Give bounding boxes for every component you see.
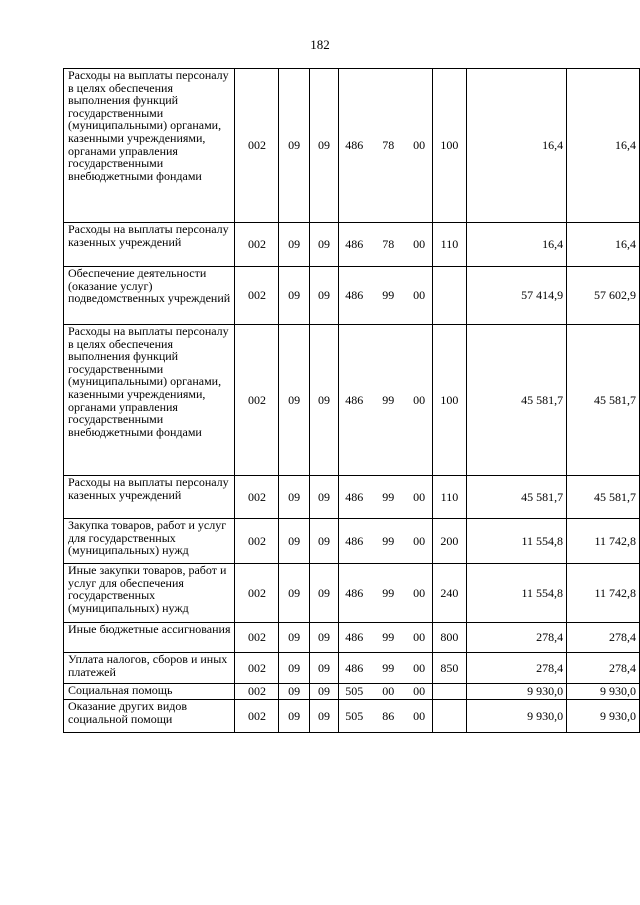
expense-type-code: 100 — [433, 325, 467, 476]
subprogram-code: 78 — [382, 138, 395, 153]
row-name: Расходы на выплаты персоналу в целях обеспечения выполнения функций государственными (муниципальными) органами, казенными учреждениями, органами управления государственными внебюджетными фондами — [64, 325, 235, 476]
section-code: 09 — [279, 700, 309, 733]
subsection-code: 09 — [309, 69, 338, 223]
amount-year-2: 278,4 — [567, 653, 640, 684]
admin-code: 002 — [235, 564, 279, 623]
amount-year-1: 278,4 — [466, 653, 566, 684]
section-code: 09 — [279, 684, 309, 700]
row-name: Иные бюджетные ассигнования — [64, 623, 235, 653]
admin-code: 002 — [235, 325, 279, 476]
amount-year-1: 45 581,7 — [466, 325, 566, 476]
table-row — [64, 267, 640, 325]
subprogram-code: 00 — [382, 684, 395, 699]
section-code: 09 — [279, 69, 309, 223]
item-code: 00 — [413, 288, 426, 303]
amount-year-2: 11 742,8 — [567, 564, 640, 623]
section-code: 09 — [279, 623, 309, 653]
admin-code: 002 — [235, 69, 279, 223]
table-row — [64, 69, 640, 223]
expense-type-code — [433, 267, 467, 325]
program-code: 486 — [345, 138, 364, 153]
amount-year-1: 9 930,0 — [466, 684, 566, 700]
amount-year-1: 11 554,8 — [466, 564, 566, 623]
program-code: 486 — [345, 660, 364, 675]
target-article-cell — [339, 653, 433, 684]
amount-year-2: 45 581,7 — [567, 325, 640, 476]
item-code: 00 — [413, 392, 426, 407]
subsection-code: 09 — [309, 476, 338, 519]
section-code: 09 — [279, 476, 309, 519]
amount-year-1: 16,4 — [466, 223, 566, 267]
table-row — [64, 325, 640, 476]
row-name: Расходы на выплаты персоналу казенных учреждений — [64, 223, 235, 267]
program-code: 486 — [345, 237, 364, 252]
amount-year-2: 9 930,0 — [567, 684, 640, 700]
expense-type-code: 200 — [433, 519, 467, 564]
subsection-code: 09 — [309, 653, 338, 684]
item-code: 00 — [413, 138, 426, 153]
page-number: 182 — [310, 37, 330, 52]
admin-code: 002 — [235, 223, 279, 267]
subprogram-code: 99 — [382, 489, 395, 504]
table-row — [64, 623, 640, 653]
expense-type-code: 100 — [433, 69, 467, 223]
subprogram-code: 86 — [382, 708, 395, 723]
target-article-cell — [339, 325, 433, 476]
table-row — [64, 653, 640, 684]
subprogram-code: 99 — [382, 533, 395, 548]
expense-type-code: 800 — [433, 623, 467, 653]
amount-year-1: 16,4 — [466, 69, 566, 223]
admin-code: 002 — [235, 684, 279, 700]
row-name: Оказание других видов социальной помощи — [64, 700, 235, 733]
amount-year-2: 9 930,0 — [567, 700, 640, 733]
subprogram-code: 99 — [382, 585, 395, 600]
subsection-code: 09 — [309, 325, 338, 476]
item-code: 00 — [413, 489, 426, 504]
table-row — [64, 684, 640, 700]
amount-year-1: 45 581,7 — [466, 476, 566, 519]
subsection-code: 09 — [309, 564, 338, 623]
amount-year-2: 16,4 — [567, 223, 640, 267]
row-name: Расходы на выплаты персоналу в целях обеспечения выполнения функций государственными (муниципальными) органами, казенными учреждениями, органами управления государственными внебюджетными фондами — [64, 69, 235, 223]
item-code: 00 — [413, 630, 426, 645]
amount-year-2: 278,4 — [567, 623, 640, 653]
section-code: 09 — [279, 653, 309, 684]
row-name: Обеспечение деятельности (оказание услуг) подведомственных учреждений — [64, 267, 235, 325]
budget-table — [63, 68, 640, 733]
subprogram-code: 99 — [382, 392, 395, 407]
program-code: 505 — [345, 708, 364, 723]
table-row — [64, 223, 640, 267]
amount-year-1: 278,4 — [466, 623, 566, 653]
program-code: 486 — [345, 533, 364, 548]
admin-code: 002 — [235, 700, 279, 733]
item-code: 00 — [413, 684, 426, 699]
program-code: 486 — [345, 489, 364, 504]
subprogram-code: 78 — [382, 237, 395, 252]
target-article-cell — [339, 69, 433, 223]
expense-type-code — [433, 684, 467, 700]
item-code: 00 — [413, 533, 426, 548]
expense-type-code — [433, 700, 467, 733]
expense-type-code: 110 — [433, 223, 467, 267]
admin-code: 002 — [235, 267, 279, 325]
subsection-code: 09 — [309, 684, 338, 700]
target-article-cell — [339, 267, 433, 325]
target-article-cell — [339, 519, 433, 564]
target-article-cell — [339, 223, 433, 267]
program-code: 505 — [345, 684, 364, 699]
admin-code: 002 — [235, 623, 279, 653]
table-row — [64, 564, 640, 623]
table-row — [64, 700, 640, 733]
row-name: Уплата налогов, сборов и иных платежей — [64, 653, 235, 684]
amount-year-2: 57 602,9 — [567, 267, 640, 325]
subprogram-code: 99 — [382, 630, 395, 645]
section-code: 09 — [279, 223, 309, 267]
target-article-cell — [339, 564, 433, 623]
subprogram-code: 99 — [382, 660, 395, 675]
section-code: 09 — [279, 325, 309, 476]
program-code: 486 — [345, 392, 364, 407]
program-code: 486 — [345, 630, 364, 645]
row-name: Закупка товаров, работ и услуг для государственных (муниципальных) нужд — [64, 519, 235, 564]
expense-type-code: 850 — [433, 653, 467, 684]
subsection-code: 09 — [309, 223, 338, 267]
target-article-cell — [339, 623, 433, 653]
subsection-code: 09 — [309, 267, 338, 325]
table-row — [64, 519, 640, 564]
item-code: 00 — [413, 585, 426, 600]
admin-code: 002 — [235, 476, 279, 519]
admin-code: 002 — [235, 519, 279, 564]
row-name: Расходы на выплаты персоналу казенных учреждений — [64, 476, 235, 519]
item-code: 00 — [413, 237, 426, 252]
expense-type-code: 110 — [433, 476, 467, 519]
row-name: Социальная помощь — [64, 684, 235, 700]
amount-year-2: 45 581,7 — [567, 476, 640, 519]
program-code: 486 — [345, 288, 364, 303]
target-article-cell — [339, 684, 433, 700]
admin-code: 002 — [235, 653, 279, 684]
expense-type-code: 240 — [433, 564, 467, 623]
item-code: 00 — [413, 708, 426, 723]
section-code: 09 — [279, 519, 309, 564]
subprogram-code: 99 — [382, 288, 395, 303]
program-code: 486 — [345, 585, 364, 600]
table-row — [64, 476, 640, 519]
target-article-cell — [339, 476, 433, 519]
row-name: Иные закупки товаров, работ и услуг для обеспечения государственных (муниципальных) нужд — [64, 564, 235, 623]
amount-year-2: 16,4 — [567, 69, 640, 223]
subsection-code: 09 — [309, 623, 338, 653]
amount-year-1: 11 554,8 — [466, 519, 566, 564]
amount-year-2: 11 742,8 — [567, 519, 640, 564]
amount-year-1: 9 930,0 — [466, 700, 566, 733]
amount-year-1: 57 414,9 — [466, 267, 566, 325]
section-code: 09 — [279, 564, 309, 623]
target-article-cell — [339, 700, 433, 733]
subsection-code: 09 — [309, 519, 338, 564]
item-code: 00 — [413, 660, 426, 675]
subsection-code: 09 — [309, 700, 338, 733]
section-code: 09 — [279, 267, 309, 325]
